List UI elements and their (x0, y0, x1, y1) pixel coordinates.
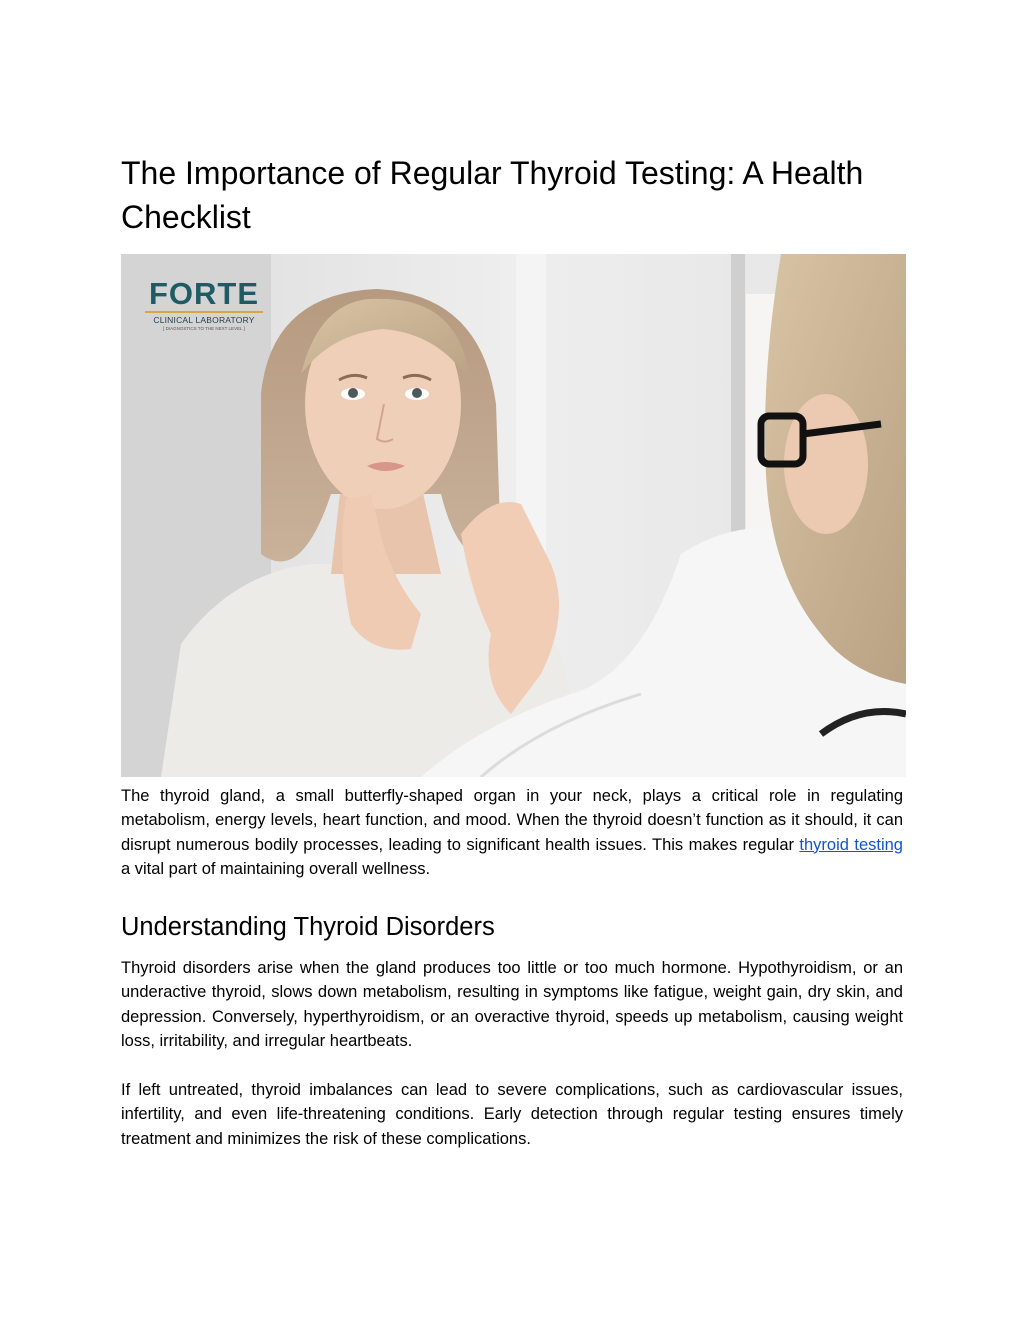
section-heading: Understanding Thyroid Disorders (121, 913, 495, 941)
hero-image (121, 254, 906, 777)
logo-tagline: [ DIAGNOSTICS TO THE NEXT LEVEL ] (163, 326, 245, 331)
thyroid-testing-link[interactable]: thyroid testing (799, 835, 903, 854)
article-title: The Importance of Regular Thyroid Testing: A Health Checklist (121, 155, 864, 235)
logo-subtitle: CLINICAL LABORATORY (153, 315, 255, 325)
logo-brand: FORTE (148, 276, 260, 311)
logo-divider (145, 311, 263, 313)
intro-text-before-link: The thyroid gland, a small butterfly-shaped organ in your neck, plays a critical role in regulating metabolism, energy levels, heart function, and mood. When the thyroid doesn’t function as it should, it can disrupt numerous bodily processes, leading to significant health issues. This makes regular (121, 787, 903, 854)
intro-text-after-link: a vital part of maintaining overall wellness. (121, 859, 431, 878)
intro-paragraph (121, 784, 903, 881)
body-paragraph-1: Thyroid disorders arise when the gland produces too little or too much hormone. Hypothyroidism, or an underactive thyroid, slows down metabolism, resulting in symptoms like fatigue, weight gain, dry skin, and depression. Conversely, hyperthyroidism, or an overactive thyroid, speeds up metabolism, causing weight loss, irritability, and irregular heartbeats. (121, 959, 903, 1050)
body-paragraph-2: If left untreated, thyroid imbalances can lead to severe complications, such as cardiovascular issues, infertility, and even life-threatening conditions. Early detection through regular testing ensures timely treatment and minimizes the risk of these complications. (121, 1081, 903, 1148)
forte-logo (143, 278, 265, 333)
